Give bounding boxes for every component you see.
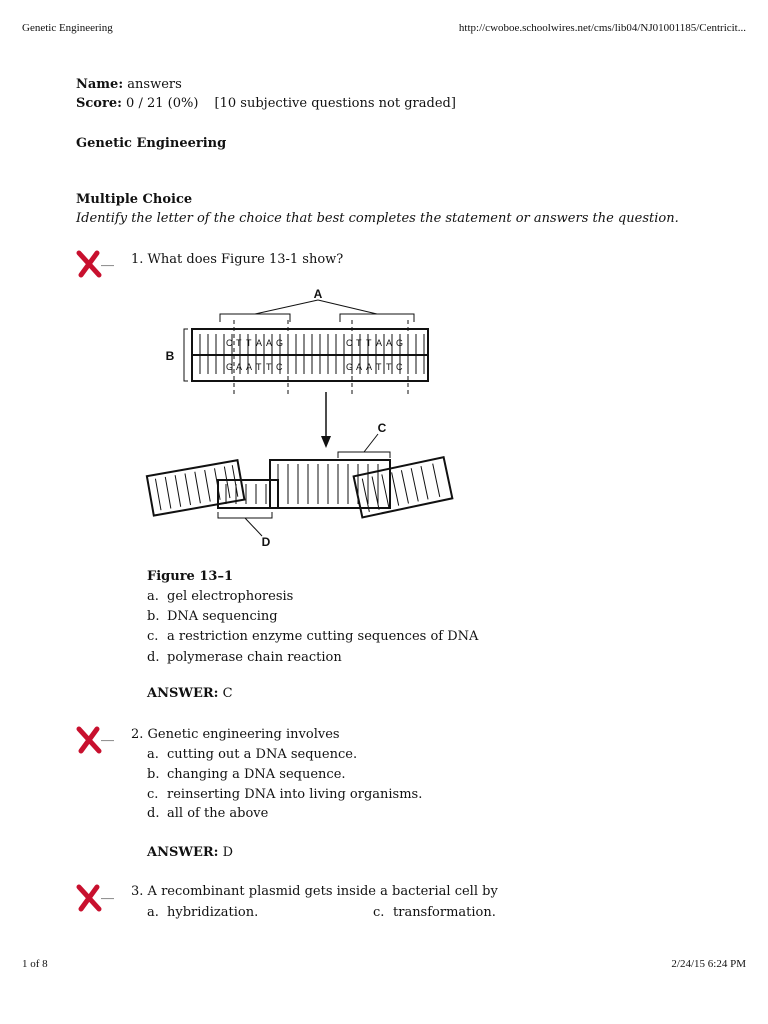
incorrect-x-icon: [76, 884, 102, 912]
figure-label-d: D: [261, 535, 271, 549]
svg-text:G: G: [226, 362, 234, 372]
source-url: http://cwoboe.schoolwires.net/cms/lib04/NJ01001185/Centricit...: [458, 22, 746, 34]
svg-text:T: T: [236, 338, 242, 348]
choice-1c: c. a restriction enzyme cutting sequences of DNA: [147, 629, 479, 644]
page-number: 1 of 8: [22, 958, 48, 970]
score-line: [76, 96, 456, 111]
svg-text:T: T: [256, 362, 262, 372]
section-heading: Multiple Choice: [76, 192, 193, 207]
score-label: Score:: [76, 96, 122, 111]
svg-text:T: T: [386, 362, 392, 372]
score-value: 0 / 21 (0%): [126, 96, 199, 111]
figure-label-b: B: [165, 349, 175, 363]
svg-text:T: T: [366, 338, 372, 348]
name-line: [76, 77, 182, 92]
svg-text:G: G: [346, 362, 354, 372]
svg-text:A: A: [256, 338, 263, 348]
choice-2d: d. all of the above: [147, 806, 269, 821]
svg-text:A: A: [376, 338, 383, 348]
choice-2b: b. changing a DNA sequence.: [147, 767, 346, 782]
answer-blank: __: [101, 727, 114, 742]
choice-3a: a. hybridization.: [147, 905, 259, 920]
question-1: [131, 252, 343, 267]
svg-text:C: C: [226, 338, 233, 348]
dna-restriction-figure: [140, 282, 460, 554]
svg-text:A: A: [356, 362, 363, 372]
figure-label-c: C: [377, 421, 387, 435]
svg-text:C: C: [396, 362, 403, 372]
question-3: 3. A recombinant plasmid gets inside a bacterial cell by: [131, 884, 498, 899]
incorrect-x-icon: [76, 726, 102, 754]
svg-text:T: T: [246, 338, 252, 348]
page-title: Genetic Engineering: [76, 136, 227, 151]
svg-text:G: G: [396, 338, 404, 348]
svg-text:T: T: [356, 338, 362, 348]
svg-text:C: C: [276, 362, 283, 372]
svg-text:G: G: [276, 338, 284, 348]
choice-2c: c. reinserting DNA into living organisms.: [147, 787, 423, 802]
document-title: Genetic Engineering: [22, 22, 113, 34]
svg-text:C: C: [346, 338, 353, 348]
question-number: 1.: [131, 252, 144, 267]
score-note: [10 subjective questions not graded]: [214, 96, 456, 111]
figure-caption: Figure 13–1: [147, 569, 233, 584]
choice-2a: a. cutting out a DNA sequence.: [147, 747, 358, 762]
choice-1a: a. gel electrophoresis: [147, 589, 294, 604]
svg-text:A: A: [236, 362, 243, 372]
svg-text:T: T: [266, 362, 272, 372]
answer-blank: __: [101, 252, 114, 267]
choice-1b: b. DNA sequencing: [147, 609, 278, 624]
incorrect-x-icon: [76, 250, 102, 278]
figure-label-a: A: [313, 287, 323, 301]
svg-text:T: T: [376, 362, 382, 372]
name-value: answers: [127, 77, 182, 92]
choice-1d: d. polymerase chain reaction: [147, 650, 342, 665]
svg-text:A: A: [246, 362, 253, 372]
section-instructions: Identify the letter of the choice that best completes the statement or answers the question.: [76, 211, 679, 226]
name-label: Name:: [76, 77, 124, 92]
print-timestamp: 2/24/15 6:24 PM: [671, 958, 746, 970]
answer-blank: __: [101, 885, 114, 900]
answer-2: ANSWER: D: [147, 845, 234, 860]
svg-text:A: A: [266, 338, 273, 348]
question-2: 2. Genetic engineering involves: [131, 727, 340, 742]
choice-3c: c. transformation.: [373, 905, 496, 920]
svg-text:A: A: [366, 362, 373, 372]
question-text: What does Figure 13-1 show?: [147, 252, 344, 267]
svg-text:A: A: [386, 338, 393, 348]
answer-1: ANSWER: C: [147, 686, 233, 701]
